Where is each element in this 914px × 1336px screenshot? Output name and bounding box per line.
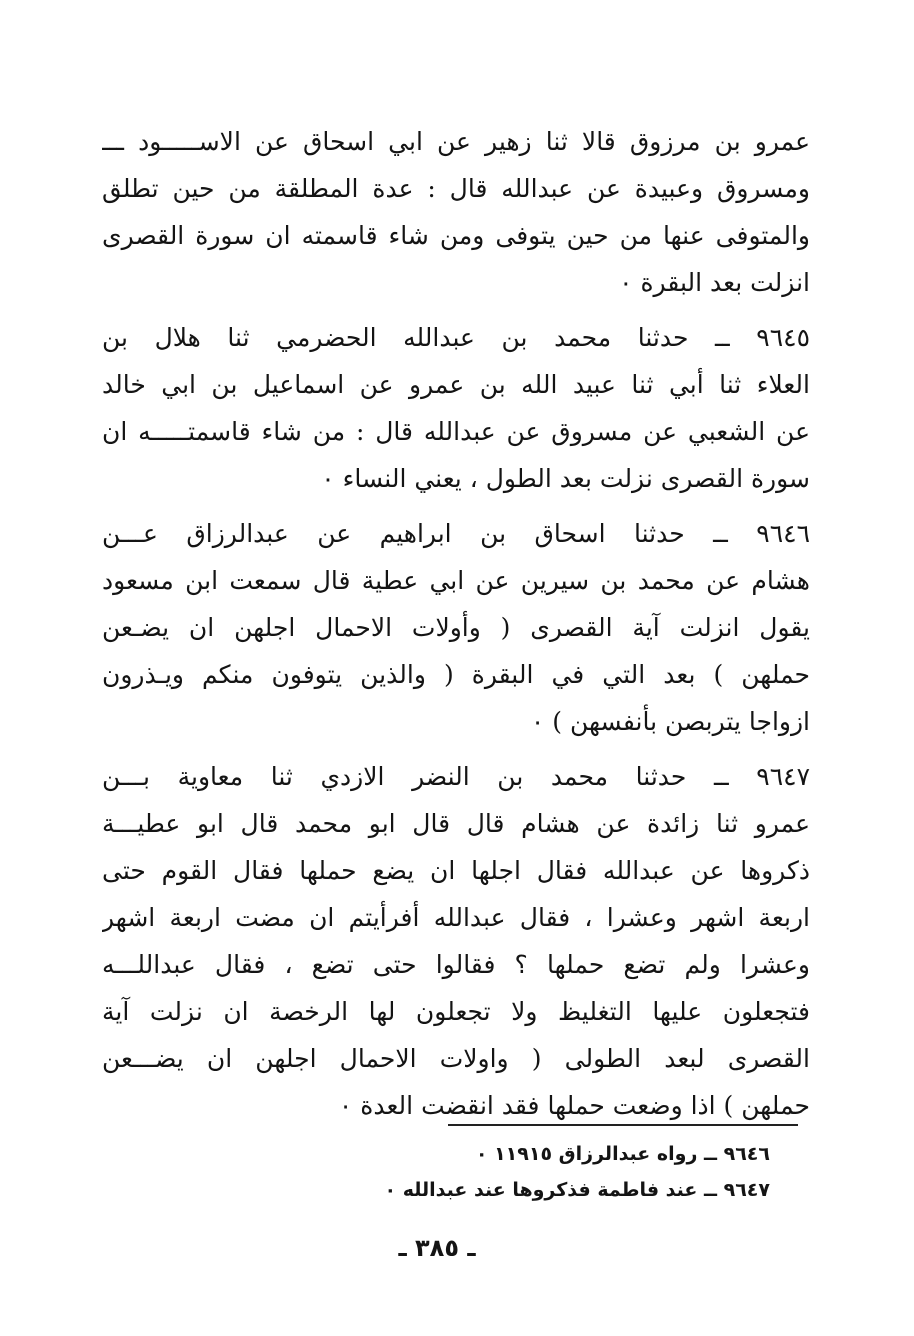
footnote-9647: ٩٦٤٧ ــ عند فاطمة فذكروها عند عبدالله ٠ [384, 1179, 770, 1201]
text-line: ٩٦٤٥ ــ حدثنا محمد بن عبدالله الحضرمي ثنا هلال بن [102, 323, 810, 352]
text-line: وعشرا ولم تضع حملها ؟ فقالوا حتى تضع ، فقال عبداللـــه [102, 950, 810, 979]
text-line: يقول انزلت آية القصرى ( وأولات الاحمال اجلهن ان يضـعن [102, 613, 810, 642]
paragraph-hadith-9647 [102, 753, 810, 1129]
text-line: انزلت بعد البقرة ٠ [619, 268, 810, 297]
footnote-divider [448, 1124, 798, 1126]
text-line: عمرو بن مرزوق قالا ثنا زهير عن ابي اسحاق عن الاســـــود ـــ [102, 127, 810, 156]
footnotes [300, 1136, 770, 1208]
paragraph-1 [102, 118, 810, 306]
text-line: ٩٦٤٧ ــ حدثنا محمد بن النضر الازدي ثنا معاوية بـــن [102, 762, 810, 791]
text-line: والمتوفى عنها من حين يتوفى ومن شاء قاسمته ان سورة القصرى [102, 221, 810, 250]
text-line: ذكروها عن عبدالله فقال اجلها ان يضع حملها فقال القوم حتى [102, 856, 810, 885]
text-line: حملهن ) بعد التي في البقرة ( والذين يتوفون منكم ويـذرون [102, 660, 810, 689]
text-line: اربعة اشهر وعشرا ، فقال عبدالله أفرأيتم ان مضت اربعة اشهر [102, 903, 810, 932]
text-line: فتجعلون عليها التغليظ ولا تجعلون لها الرخصة ان نزلت آية [102, 997, 810, 1026]
text-line: عمرو ثنا زائدة عن هشام قال قال ابو محمد قال ابو عطيـــة [102, 809, 810, 838]
page-number: ـ ٣٨٥ ـ [398, 1234, 476, 1262]
text-line: سورة القصرى نزلت بعد الطول ، يعني النساء ٠ [321, 464, 810, 493]
text-line: عن الشعبي عن مسروق عن عبدالله قال : من شاء قاسمتـــــه ان [102, 417, 810, 446]
text-line: القصرى لبعد الطولى ( واولات الاحمال اجلهن ان يضـــعن [102, 1044, 810, 1073]
text-line: هشام عن محمد بن سيرين عن ابي عطية قال سمعت ابن مسعود [102, 566, 810, 595]
paragraph-hadith-9645 [102, 314, 810, 502]
main-text [102, 118, 810, 1137]
text-line: حملهن ) اذا وضعت حملها فقد انقضت العدة ٠ [338, 1091, 810, 1120]
footnote-9646: ٩٦٤٦ ــ رواه عبدالرزاق ١١٩١٥ ٠ [475, 1143, 770, 1165]
text-line: ٩٦٤٦ ــ حدثنا اسحاق بن ابراهيم عن عبدالرزاق عـــن [102, 519, 810, 548]
text-line: العلاء ثنا أبي ثنا عبيد الله بن عمرو عن اسماعيل بن ابي خالد [102, 370, 810, 399]
text-line: ازواجا يتربصن بأنفسهن ) ٠ [530, 707, 810, 736]
text-line: ومسروق وعبيدة عن عبدالله قال : عدة المطلقة من حين تطلق [102, 174, 810, 203]
paragraph-hadith-9646 [102, 510, 810, 745]
